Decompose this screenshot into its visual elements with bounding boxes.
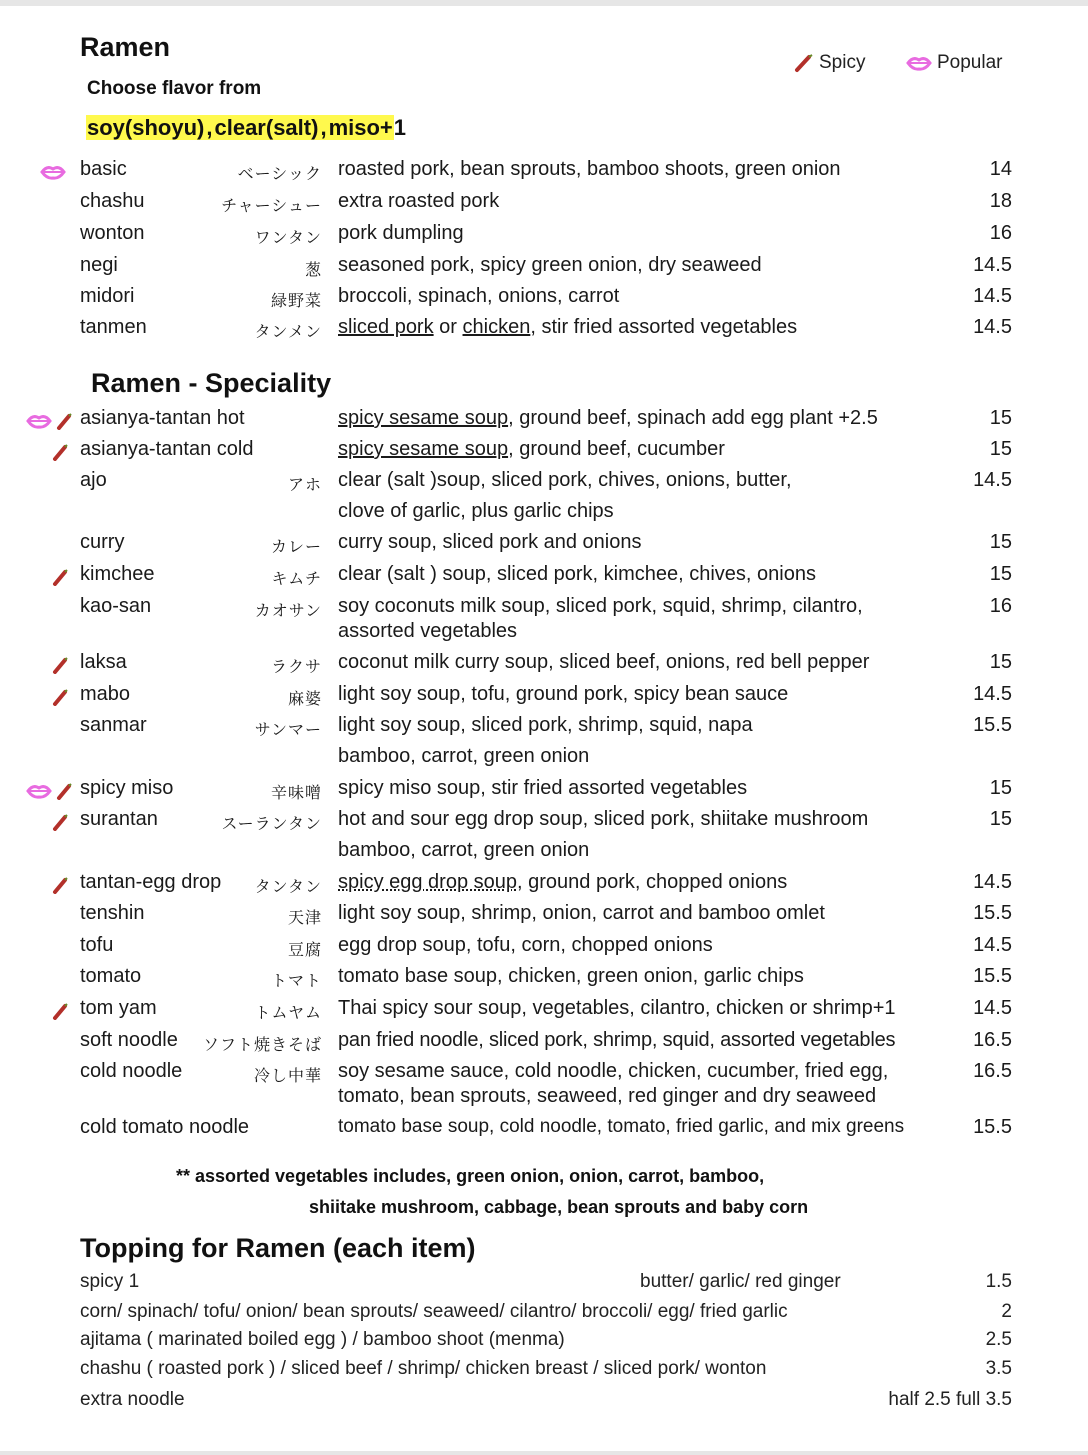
topping-items: corn/ spinach/ tofu/ onion/ bean sprouts/ seaweed/ cilantro/ broccoli/ egg/ fried garlic (80, 1301, 788, 1322)
topping-items: spicy 1 (80, 1271, 140, 1292)
menu-item (0, 651, 1088, 683)
item-name: mabo (80, 683, 131, 705)
popular-icon (26, 413, 52, 429)
item-desc: tomato base soup, cold noodle, tomato, fried garlic, and mix greens (338, 1116, 905, 1137)
item-desc: pan fried noodle, sliced pork, shrimp, squid, assorted vegetables (338, 1029, 896, 1051)
spicy-icon (52, 656, 68, 674)
item-jp-name: スーランタン (221, 814, 322, 833)
lips-icon (906, 55, 932, 71)
item-name: midori (80, 285, 135, 307)
item-jp-name: カオサン (254, 601, 322, 620)
desc-rest: , stir fried assorted vegetables (530, 316, 798, 338)
topping-items: extra noodle (80, 1389, 185, 1410)
menu-item (0, 934, 1088, 966)
item-desc: seasoned pork, spicy green onion, dry seaweed (338, 254, 762, 276)
legend-spicy (794, 52, 865, 74)
item-desc: curry soup, sliced pork and onions (338, 531, 642, 553)
item-jp-name: サンマー (254, 720, 322, 739)
menu-item (0, 1116, 1088, 1148)
item-name: spicy miso (80, 777, 174, 799)
item-name: chashu (80, 190, 145, 212)
item-name: kao-san (80, 595, 152, 617)
spicy-icon (56, 412, 72, 430)
menu-item (0, 438, 1088, 470)
item-desc: clear (salt )soup, sliced pork, chives, onions, butter, (338, 469, 792, 491)
legend-popular-label: Popular (937, 52, 1003, 73)
item-price: 14.5 (973, 683, 1012, 705)
spicy-icon (52, 688, 68, 706)
flavor-clear: clear(salt) (214, 115, 319, 140)
item-jp-name: トムヤム (254, 1003, 322, 1022)
menu-item (0, 158, 1088, 190)
item-jp-name: カレー (270, 537, 322, 556)
item-desc-line2: bamboo, carrot, green onion (338, 839, 590, 861)
item-name: cold noodle (80, 1060, 183, 1082)
item-desc: hot and sour egg drop soup, sliced pork, shiitake mushroom (338, 808, 869, 830)
menu-item (0, 254, 1088, 286)
topping-price: 3.5 (985, 1358, 1012, 1379)
item-jp-name: チャーシュー (221, 196, 322, 215)
flavor-sep: , (320, 115, 327, 140)
item-name: curry (80, 531, 125, 553)
item-jp-name: 辛味噌 (270, 783, 322, 802)
spicy-icon (52, 813, 68, 831)
menu-item (0, 469, 1088, 522)
item-jp-name: ソフト焼きそば (202, 1035, 322, 1054)
item-desc-line2: assorted vegetables (338, 620, 518, 642)
topping-price: 2.5 (985, 1329, 1012, 1350)
item-icons (52, 876, 68, 894)
item-desc (338, 316, 797, 339)
item-desc: Thai spicy sour soup, vegetables, cilantro, chicken or shrimp+1 (338, 997, 896, 1019)
item-desc-line2: tomato, bean sprouts, seaweed, red ginger and dry seaweed (338, 1085, 877, 1107)
menu-item (0, 595, 1088, 642)
menu-item (0, 965, 1088, 997)
item-price: 15.5 (973, 714, 1012, 736)
item-jp-name: 天津 (287, 908, 322, 927)
topping-items: chashu ( roasted pork ) / sliced beef / shrimp/ chicken breast / sliced pork/ wonton (80, 1358, 767, 1379)
item-desc: clear (salt ) soup, sliced pork, kimchee, chives, onions (338, 563, 816, 585)
bottom-border (0, 1451, 1088, 1455)
item-name: asianya-tantan cold (80, 438, 254, 460)
legend-spicy-label: Spicy (819, 52, 866, 73)
popular-icon (40, 164, 66, 180)
item-icons (40, 164, 66, 180)
item-price: 18 (989, 190, 1012, 212)
item-jp-name: タンタン (254, 877, 322, 896)
soup-type: spicy sesame soup (338, 438, 509, 460)
item-jp-name: アホ (287, 475, 322, 494)
item-desc (338, 871, 787, 894)
item-price: 15 (989, 563, 1012, 585)
item-jp-name: ラクサ (270, 657, 322, 676)
topping-price: 1.5 (985, 1271, 1012, 1292)
item-name: asianya-tantan hot (80, 407, 245, 429)
item-price: 16 (989, 222, 1012, 244)
item-name: laksa (80, 651, 127, 673)
chili-icon (794, 53, 814, 73)
item-price: 15 (989, 407, 1012, 429)
item-name: wonton (80, 222, 145, 244)
topping-items-extra: butter/ garlic/ red ginger (640, 1271, 841, 1292)
item-desc (338, 438, 725, 461)
spicy-icon (52, 876, 68, 894)
item-name: tomato (80, 965, 142, 987)
item-icons (26, 412, 72, 430)
spicy-icon (52, 1002, 68, 1020)
flavor-miso-price: 1 (393, 115, 407, 140)
item-name: surantan (80, 808, 158, 830)
item-jp-name: トマト (270, 971, 322, 990)
menu-item (0, 285, 1088, 317)
item-icons (52, 568, 68, 586)
item-desc: coconut milk curry soup, sliced beef, onions, red bell pepper (338, 651, 870, 673)
menu-item (0, 683, 1088, 715)
item-desc: soy sesame sauce, cold noodle, chicken, cucumber, fried egg, (338, 1060, 889, 1082)
menu-item (0, 997, 1088, 1029)
item-icons (52, 813, 68, 831)
item-price: 14.5 (973, 254, 1012, 276)
desc-connector: or (433, 316, 463, 338)
item-icons (52, 688, 68, 706)
soup-type: spicy egg drop soup (338, 871, 518, 893)
vegetables-note-line2: shiitake mushroom, cabbage, bean sprouts and baby corn (309, 1197, 809, 1217)
item-desc: soy coconuts milk soup, sliced pork, squid, shrimp, cilantro, (338, 595, 863, 617)
menu-item (0, 714, 1088, 767)
item-icons (52, 443, 68, 461)
topping-price: 2 (1001, 1301, 1012, 1322)
item-desc: light soy soup, shrimp, onion, carrot and bamboo omlet (338, 902, 825, 924)
item-icons (26, 782, 72, 800)
item-price: 15 (989, 438, 1012, 460)
item-price: 16.5 (973, 1029, 1012, 1051)
topping-price: half 2.5 full 3.5 (888, 1389, 1012, 1410)
flavor-miso: miso+ (328, 115, 393, 140)
top-border (0, 0, 1088, 6)
menu-item (0, 407, 1088, 439)
item-name: basic (80, 158, 127, 180)
item-name: tofu (80, 934, 114, 956)
item-jp-name: 豆腐 (287, 940, 322, 959)
item-jp-name: 緑野菜 (270, 291, 322, 310)
item-price: 16 (989, 595, 1012, 617)
item-desc: light soy soup, tofu, ground pork, spicy bean sauce (338, 683, 789, 705)
soup-type: spicy sesame soup (338, 407, 509, 429)
item-desc: spicy miso soup, stir fried assorted vegetables (338, 777, 748, 799)
spicy-icon (52, 443, 68, 461)
item-price: 15.5 (973, 902, 1012, 924)
toppings-title: Topping for Ramen (each item) (80, 1233, 476, 1263)
menu-item (0, 1060, 1088, 1107)
item-price: 15.5 (973, 965, 1012, 987)
item-desc-line2: bamboo, carrot, green onion (338, 745, 590, 767)
item-desc: light soy soup, sliced pork, shrimp, squid, napa (338, 714, 753, 736)
item-name: tanmen (80, 316, 147, 338)
item-jp-name: タンメン (254, 322, 322, 341)
speciality-title: Ramen - Speciality (91, 368, 332, 398)
desc-rest: , ground beef, cucumber (508, 438, 725, 460)
item-jp-name: ワンタン (254, 228, 322, 247)
spicy-icon (52, 568, 68, 586)
item-name: ajo (80, 469, 107, 491)
menu-item (0, 190, 1088, 222)
item-name: tom yam (80, 997, 157, 1019)
item-name: negi (80, 254, 118, 276)
menu-item (0, 902, 1088, 934)
menu-item (0, 531, 1088, 563)
item-name: sanmar (80, 714, 147, 736)
item-jp-name: ベーシック (237, 164, 322, 183)
item-name: cold tomato noodle (80, 1116, 250, 1138)
item-price: 14.5 (973, 469, 1012, 491)
flavor-sep: , (206, 115, 213, 140)
item-price: 14.5 (973, 997, 1012, 1019)
topping-items: ajitama ( marinated boiled egg ) / bamboo shoot (menma) (80, 1329, 565, 1350)
item-name: tenshin (80, 902, 145, 924)
item-price: 14.5 (973, 871, 1012, 893)
menu-item (0, 871, 1088, 903)
choose-flavor-label: Choose flavor from (87, 78, 262, 99)
spicy-icon (56, 782, 72, 800)
menu-item (0, 777, 1088, 809)
menu-item (0, 222, 1088, 254)
desc-rest: , ground beef, spinach add egg plant +2.5 (508, 407, 878, 429)
popular-icon (26, 783, 52, 799)
item-desc: broccoli, spinach, onions, carrot (338, 285, 620, 307)
menu-item (0, 1029, 1088, 1061)
flavor-options (86, 115, 406, 141)
item-name: tantan-egg drop (80, 871, 222, 893)
item-price: 15 (989, 651, 1012, 673)
menu-item (0, 316, 1088, 348)
menu-item (0, 808, 1088, 861)
item-desc: extra roasted pork (338, 190, 500, 212)
item-price: 14.5 (973, 285, 1012, 307)
item-price: 15.5 (973, 1116, 1012, 1138)
item-price: 15 (989, 531, 1012, 553)
flavor-soy: soy(shoyu) (87, 115, 205, 140)
item-desc-line2: clove of garlic, plus garlic chips (338, 500, 614, 522)
item-price: 15 (989, 777, 1012, 799)
option-sliced-pork: sliced pork (338, 316, 434, 338)
menu-item (0, 563, 1088, 595)
item-price: 14.5 (973, 316, 1012, 338)
item-name: kimchee (80, 563, 155, 585)
item-price: 14.5 (973, 934, 1012, 956)
item-price: 14 (989, 158, 1012, 180)
item-desc: roasted pork, bean sprouts, bamboo shoots, green onion (338, 158, 841, 180)
item-desc: pork dumpling (338, 222, 464, 244)
item-name: soft noodle (80, 1029, 178, 1051)
item-jp-name: 葱 (304, 260, 322, 279)
item-desc: egg drop soup, tofu, corn, chopped onions (338, 934, 713, 956)
item-icons (52, 1002, 68, 1020)
item-jp-name: 麻婆 (287, 689, 322, 708)
option-chicken: chicken (462, 316, 531, 338)
item-jp-name: 冷し中華 (253, 1066, 322, 1085)
item-jp-name: キムチ (271, 569, 322, 588)
desc-rest: , ground pork, chopped onions (517, 871, 788, 893)
legend-popular (906, 52, 1003, 74)
item-price: 16.5 (973, 1060, 1012, 1082)
ramen-title: Ramen (80, 32, 171, 62)
item-icons (52, 656, 68, 674)
item-desc (338, 407, 878, 430)
item-desc: tomato base soup, chicken, green onion, garlic chips (338, 965, 804, 987)
item-price: 15 (989, 808, 1012, 830)
vegetables-note-line1: ** assorted vegetables includes, green onion, onion, carrot, bamboo, (176, 1166, 765, 1186)
